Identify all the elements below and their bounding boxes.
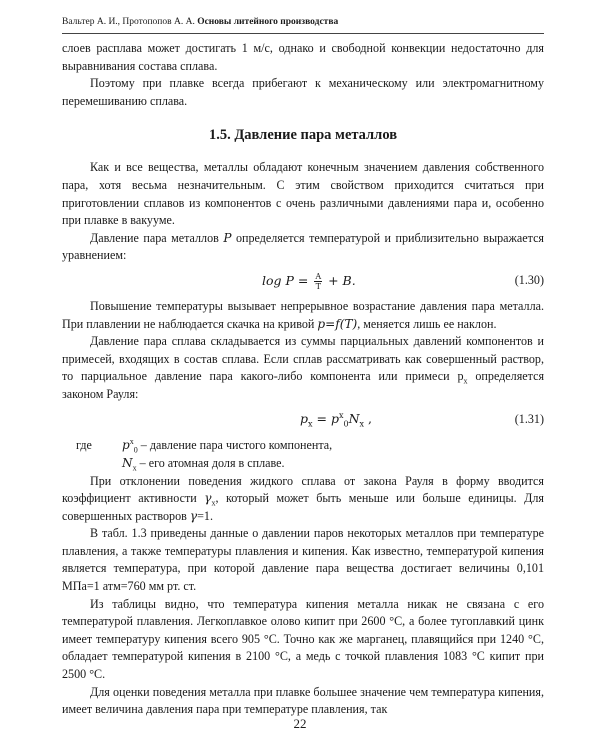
text-run: определяется законом Рауля: [62,369,545,401]
running-header [62,16,544,34]
paragraph: слоев расплава может достигать 1 м/с, однако и свободной конвекции недостаточно для выравнивания состава сплава. [62,41,544,73]
formula-text: = p [312,410,339,426]
formula-text: log P = [262,272,313,288]
symbol: p [122,437,130,452]
fraction [314,272,322,291]
equation-number: (1.30) [514,272,544,287]
subscript: x [463,376,468,386]
where-text: – давление пара чистого компонента, [140,437,333,452]
page-body [62,40,544,719]
formula-text: N [348,410,360,426]
paragraph: Из таблицы видно, что температура кипения металла никак не связана с его температурой плавления. Легкоплавкое олово кипит при 2600 °С, а более тугоплавкий цинк имеет температуру кипения всего 905 °С. Точно как же марганец, плавящийся при 1240 °С, обладает температурой кипения в 2100 °С, а медь с точкой плавления 1083 °С кипит при 2500 °С. [62,596,544,682]
paragraph: Для оценки поведения металла при плавке большее значение чем температура кипения, имеет величина давления пара при температуре плавления, так [62,684,544,717]
symbol: N [122,455,133,470]
formula-expression [300,410,372,428]
text-run: Повышение температуры вызывает непрерывное возрастание давления пара металла. При плавлении не наблюдается скачка на кривой [62,298,544,331]
where-item [122,455,285,473]
paragraph [62,230,544,265]
symbol: p=f(T) [317,316,358,331]
text-run: , меняется лишь ее наклон. [357,316,497,331]
paragraph: Как и все вещества, металлы обладают конечным значением давления собственного пара, хотя весьма незначительным. С этим свойством приходится считаться при приготовлении сплавов из компонентов с очень различными давлениями пара и, особенно при плавке в вакууме. [62,160,544,228]
subscript: x [211,498,216,508]
paragraph [62,333,544,403]
where-label: где [76,437,92,452]
formula-text: + B. [324,272,356,288]
symbol: γ [204,491,212,506]
fraction-numerator: A [315,271,322,281]
subscript: x [308,419,313,428]
formula-1-30 [62,266,544,296]
formula-expression [262,272,356,291]
paragraph: В табл. 1.3 приведены данные о давлении паров некоторых металлов при температуре плавления, а также температуры плавления и кипения. Как известно, температурой кипения является температура, при которой давление пара вещества достигает величины 0,101 МПа=1 атм=760 мм рт. ст. [62,526,544,594]
text-run: При отклонении поведения жидкого сплава от закона Рауля в форму вводится коэффициент активности [62,473,544,506]
formula-text: , [364,410,372,426]
subscript: x [359,419,365,428]
where-block [62,437,544,473]
text-run: , который может быть меньше или больше единицы. Для совершенных растворов [62,491,544,523]
text-run: определяется температурой и приблизительно выражается уравнением: [62,230,544,263]
paragraph: Поэтому при плавке всегда прибегают к механическому или электромагнитному перемешиванию сплава. [62,76,544,108]
where-item [122,437,332,455]
text-run: Давление пара металлов [90,230,224,245]
text-run: =1. [197,508,213,523]
where-text: – его атомная доля в сплаве. [139,455,285,470]
formula-1-31 [62,405,544,435]
equation-number: (1.31) [514,411,544,426]
paragraph [62,298,544,333]
superscript: x [338,410,344,420]
text-run: Давление пара сплава складывается из суммы парциальных давлений компонентов и примесей, входящих в состав сплава. Если сплав рассматривать как совершенный раствор, то парциальное давление пара какого-либо компонента или примеси p [62,334,544,384]
subscript: x [132,462,137,472]
fraction-denominator: T [315,281,321,291]
header-book-title: Основы литейного производства [197,17,339,27]
paragraph [62,473,544,526]
page-number: 22 [293,716,307,731]
header-authors: Вальтер А. И., Протопопов А. А. [62,17,195,27]
symbol: γ [189,508,198,523]
subscript: 0 [343,419,349,428]
symbol: P [223,230,232,245]
superscript: x [129,436,134,446]
section-heading: 1.5. Давление пара металлов [208,127,398,144]
formula-text: p [300,410,309,426]
subscript: 0 [133,444,138,454]
